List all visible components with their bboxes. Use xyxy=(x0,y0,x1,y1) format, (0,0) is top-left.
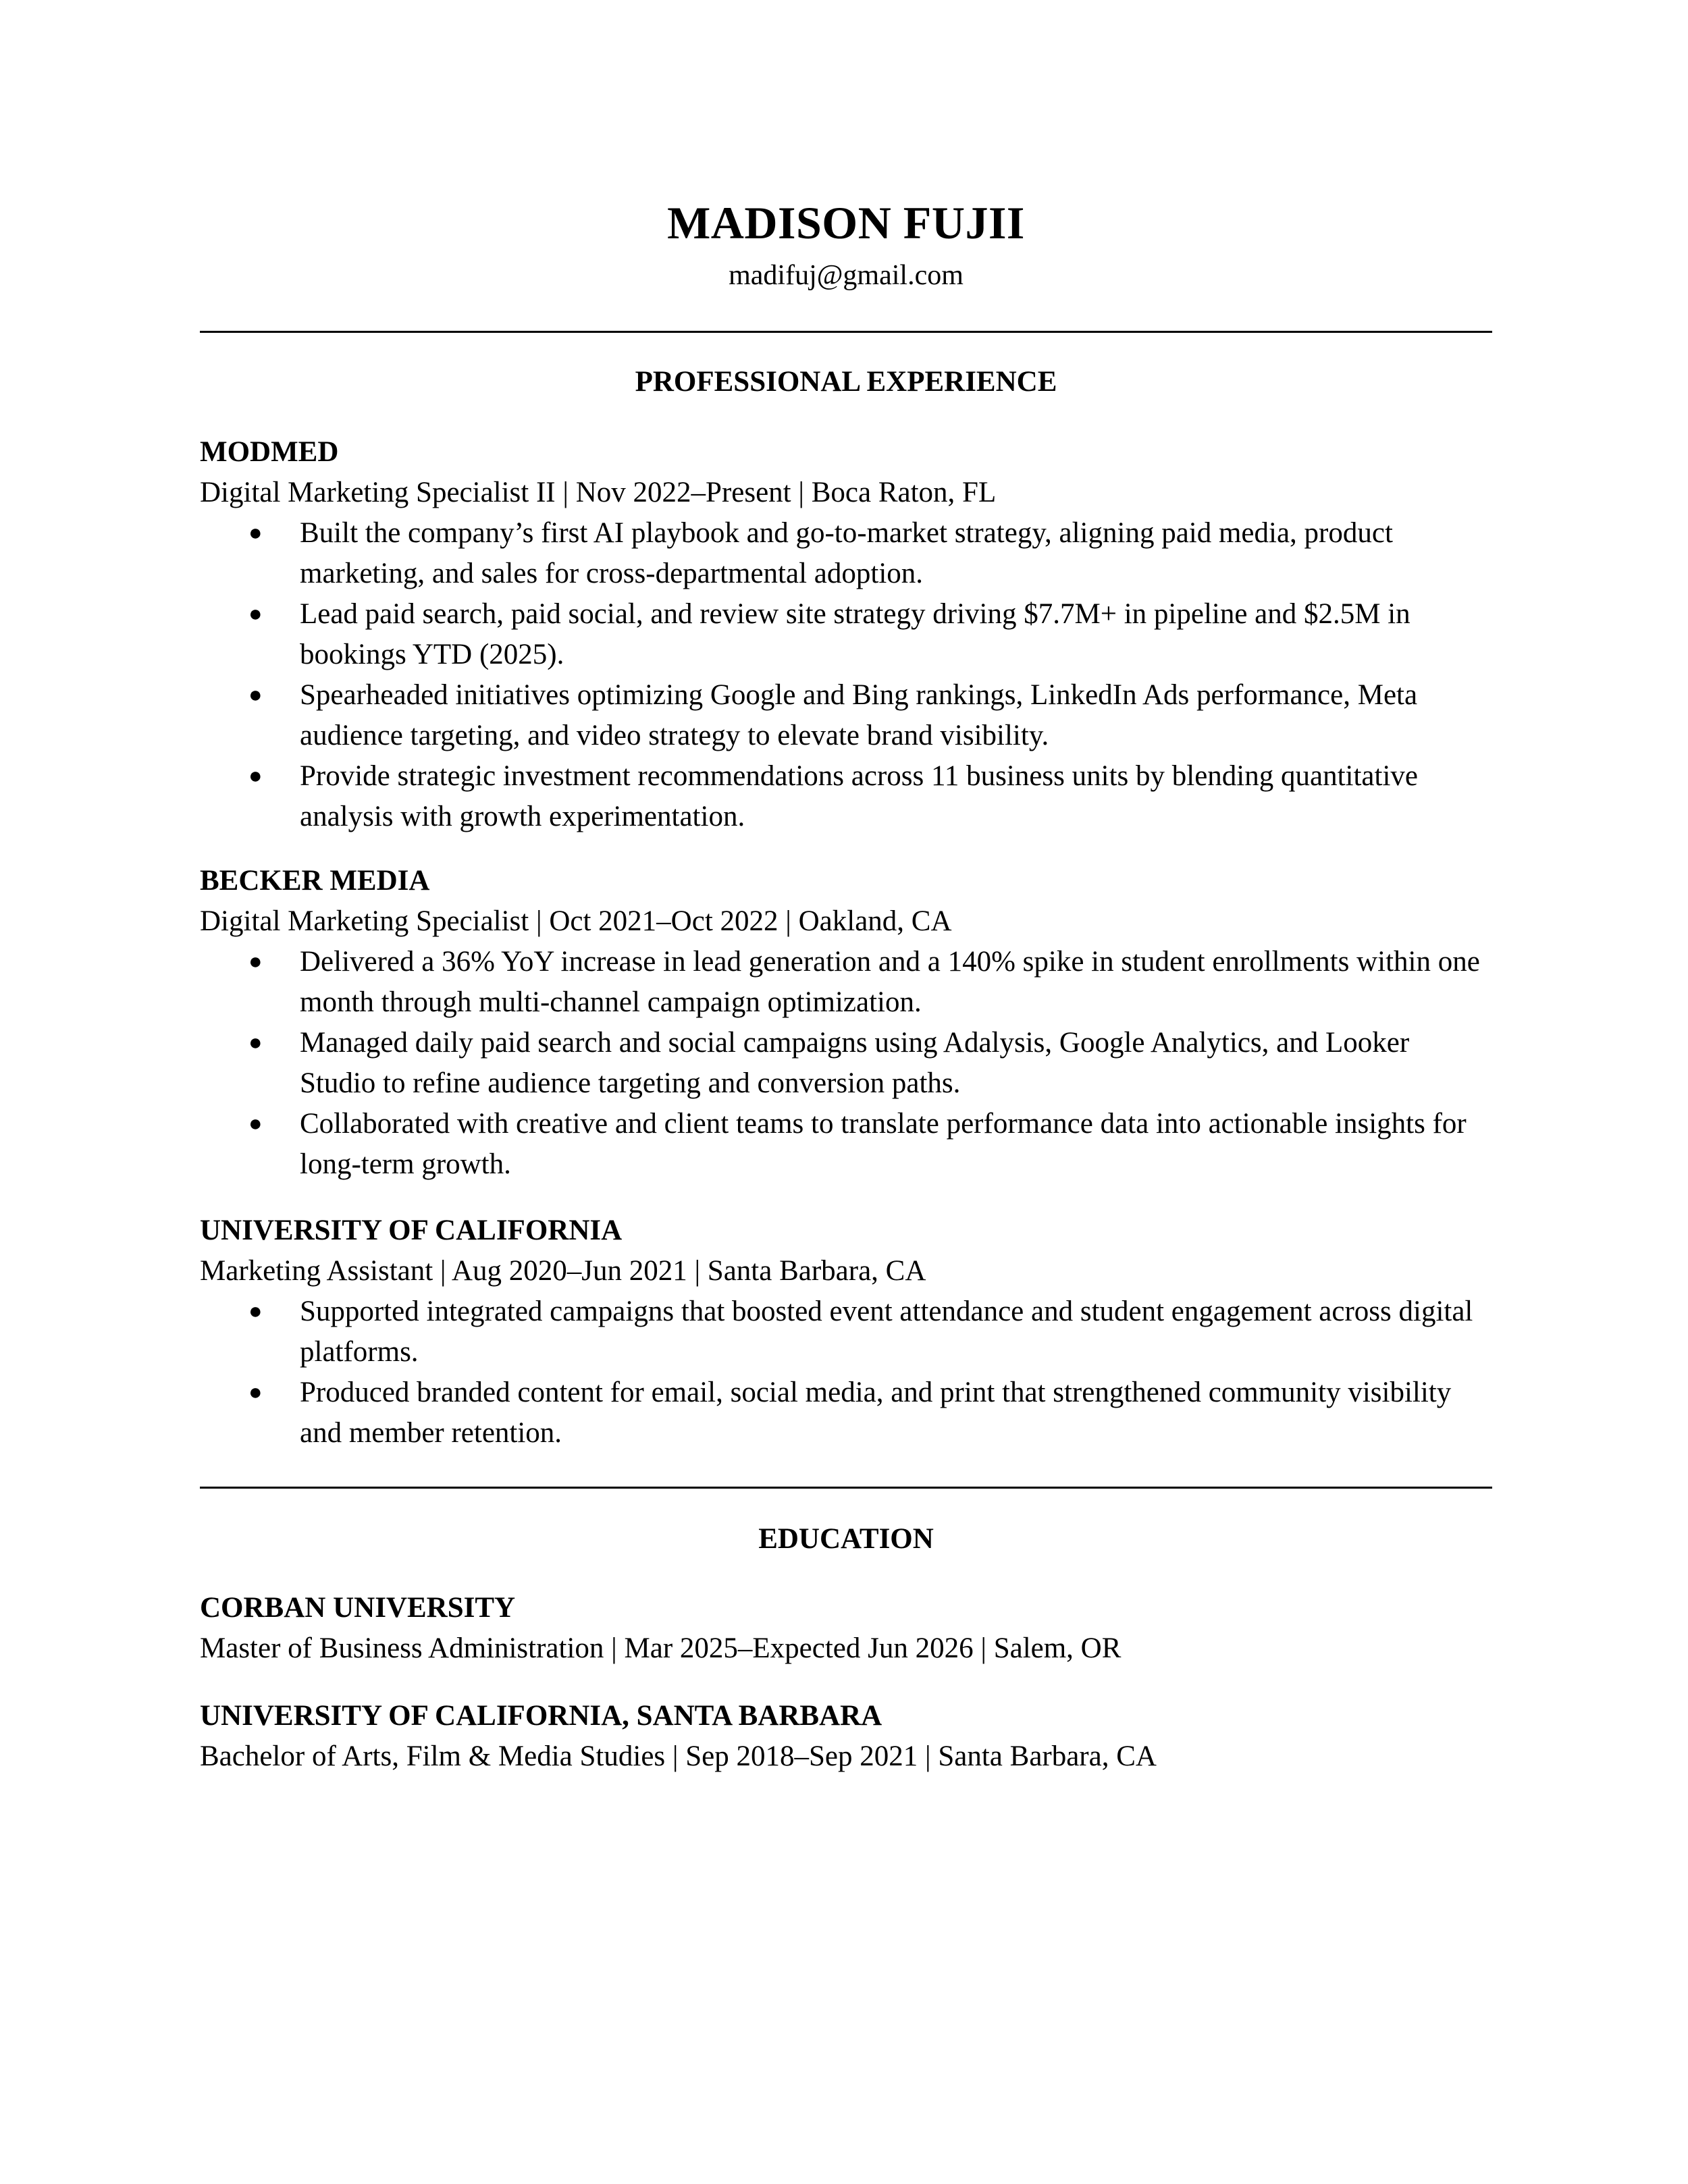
job-org: MODMED xyxy=(200,436,339,468)
bullet-icon: ● xyxy=(248,1380,263,1405)
header-divider xyxy=(200,331,1492,333)
bullet-icon: ● xyxy=(248,521,263,545)
bullet-text: Built the company’s first AI playbook and go-to-market strategy, aligning paid media, product marketing, and sales for cross-departmental adoption. xyxy=(300,517,1393,589)
school-org: UNIVERSITY OF CALIFORNIA, SANTA BARBARA xyxy=(200,1700,882,1732)
bullet-item xyxy=(200,513,1492,594)
job-bullets xyxy=(200,1291,1492,1454)
bullet-text: Spearheaded initiatives optimizing Google and Bing rankings, LinkedIn Ads performance, Meta audience targeting, and video strategy to elevate brand visibility. xyxy=(300,679,1418,751)
candidate-name: MADISON FUJII xyxy=(667,197,1025,248)
school-ucsb xyxy=(200,1696,1492,1777)
job-org: UNIVERSITY OF CALIFORNIA xyxy=(200,1215,623,1246)
job-bullets xyxy=(200,513,1492,837)
job-role: Marketing Assistant | Aug 2020–Jun 2021 | Santa Barbara, CA xyxy=(200,1255,926,1287)
job-university-of-california xyxy=(200,1210,1492,1454)
bullet-icon: ● xyxy=(248,1030,263,1055)
job-becker-media xyxy=(200,861,1492,1185)
bullet-text: Produced branded content for email, social media, and print that strengthened community visibility and member retention. xyxy=(300,1377,1452,1449)
bullet-item xyxy=(200,756,1492,837)
candidate-email[interactable]: madifuj@gmail.com xyxy=(729,260,964,291)
bullet-icon: ● xyxy=(248,1299,263,1324)
job-modmed xyxy=(200,432,1492,837)
job-role: Digital Marketing Specialist | Oct 2021–Oct 2022 | Oakland, CA xyxy=(200,905,952,937)
bullet-item xyxy=(200,1104,1492,1185)
bullet-text: Managed daily paid search and social campaigns using Adalysis, Google Analytics, and Looker Studio to refine audience targeting and conversion paths. xyxy=(300,1027,1410,1099)
bullet-icon: ● xyxy=(248,764,263,789)
school-corban xyxy=(200,1588,1492,1669)
bullet-icon: ● xyxy=(248,1111,263,1136)
bullet-text: Delivered a 36% YoY increase in lead generation and a 140% spike in student enrollments within one month through multi-channel campaign optimization. xyxy=(300,946,1480,1018)
job-org: BECKER MEDIA xyxy=(200,865,430,897)
education-divider xyxy=(200,1487,1492,1489)
bullet-item xyxy=(200,1373,1492,1454)
education-section-title: EDUCATION xyxy=(758,1523,934,1555)
bullet-item xyxy=(200,942,1492,1023)
school-org: CORBAN UNIVERSITY xyxy=(200,1592,516,1624)
bullet-text: Supported integrated campaigns that boosted event attendance and student engagement across digital platforms. xyxy=(300,1296,1473,1368)
bullet-item xyxy=(200,1291,1492,1373)
school-detail: Master of Business Administration | Mar 2025–Expected Jun 2026 | Salem, OR xyxy=(200,1632,1122,1664)
school-detail: Bachelor of Arts, Film & Media Studies | Sep 2018–Sep 2021 | Santa Barbara, CA xyxy=(200,1740,1157,1772)
bullet-item xyxy=(200,594,1492,675)
bullet-icon: ● xyxy=(248,949,263,974)
job-role: Digital Marketing Specialist II | Nov 2022–Present | Boca Raton, FL xyxy=(200,477,997,508)
bullet-icon: ● xyxy=(248,602,263,627)
experience-section-title: PROFESSIONAL EXPERIENCE xyxy=(635,366,1057,398)
bullet-item xyxy=(200,1023,1492,1104)
bullet-item xyxy=(200,675,1492,756)
bullet-text: Lead paid search, paid social, and review site strategy driving $7.7M+ in pipeline and $2.5M in bookings YTD (2025). xyxy=(300,598,1410,670)
bullet-text: Provide strategic investment recommendations across 11 business units by blending quantitative analysis with growth experimentation. xyxy=(300,760,1418,832)
bullet-text: Collaborated with creative and client teams to translate performance data into actionable insights for long-term growth. xyxy=(300,1108,1467,1180)
job-bullets xyxy=(200,942,1492,1185)
bullet-icon: ● xyxy=(248,683,263,708)
